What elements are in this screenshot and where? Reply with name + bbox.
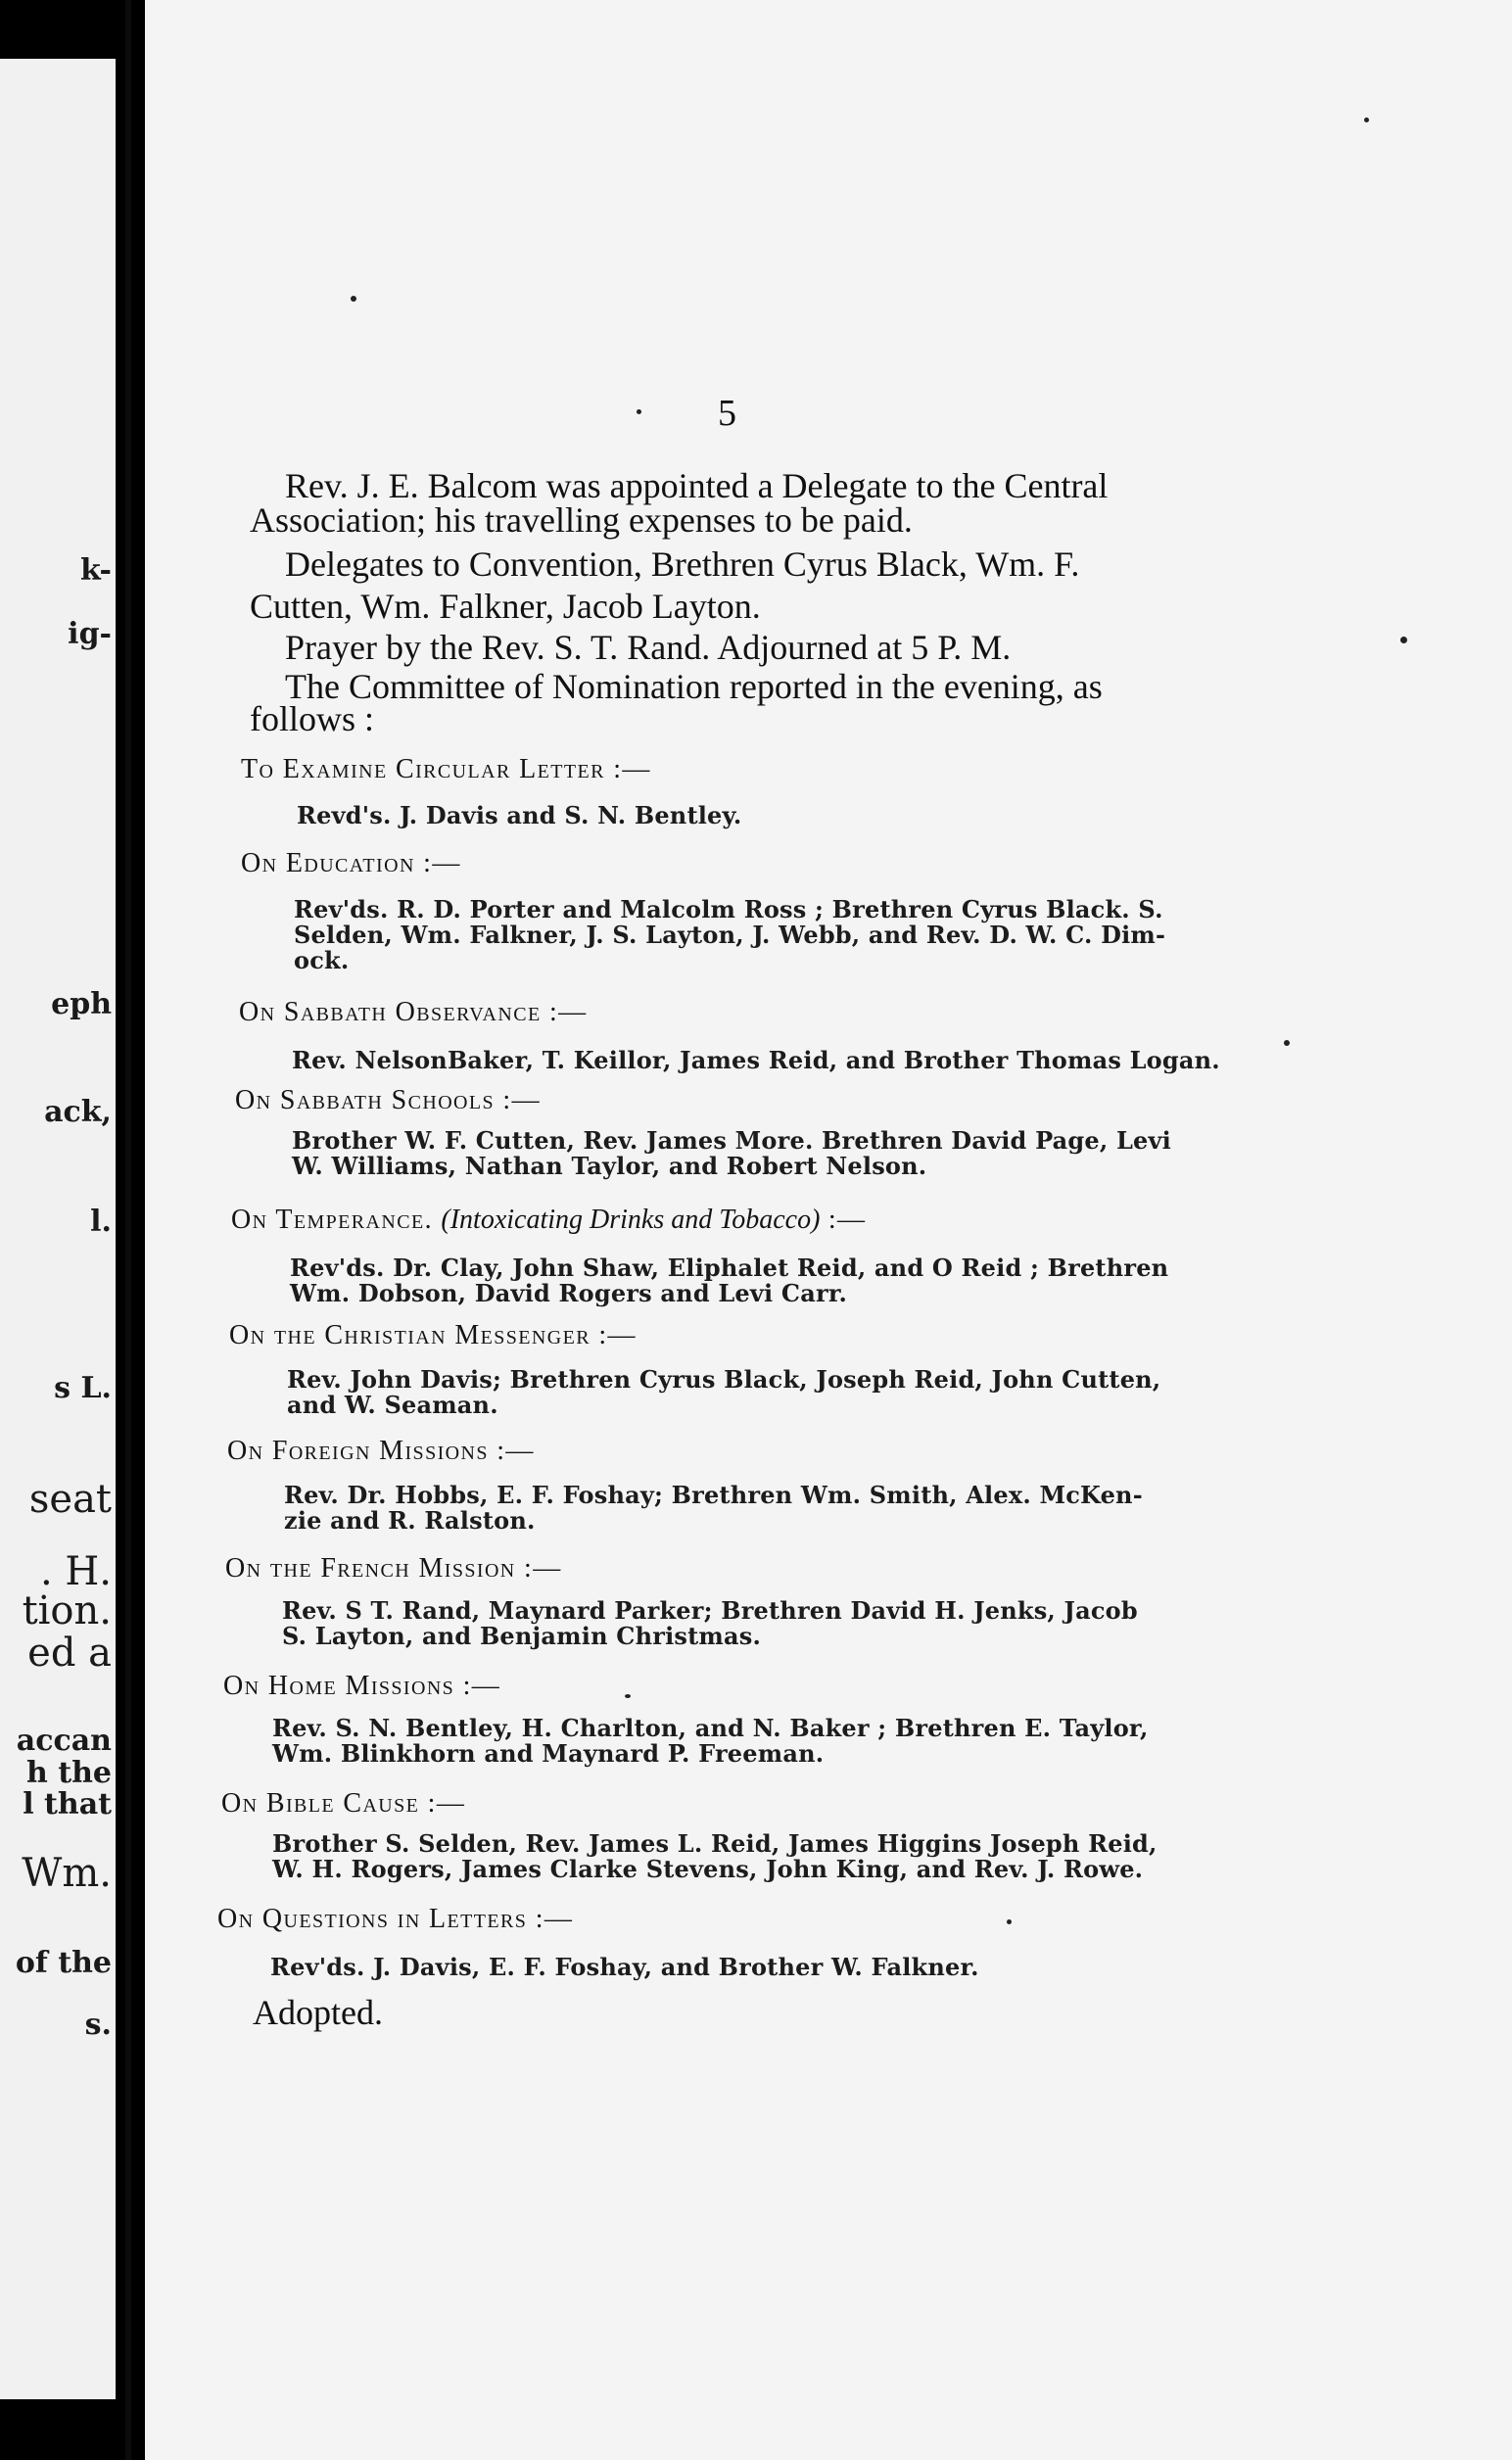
ink-speck <box>1284 1040 1290 1046</box>
committee-heading: To Examine Circular Letter :— <box>241 754 651 784</box>
committee-heading: On the Christian Messenger :— <box>229 1320 637 1350</box>
committee-heading-italic: (Intoxicating Drinks and Tobacco) <box>441 1205 821 1235</box>
committee-heading: On Questions in Letters :— <box>217 1904 574 1934</box>
paragraph-line: Cutten, Wm. Falkner, Jacob Layton. <box>250 587 761 626</box>
committee-members: Revd's. J. Davis and S. N. Bentley. <box>297 801 742 829</box>
left-fragment: k- <box>79 553 112 588</box>
committee-members: Rev. John Davis; Brethren Cyrus Black, Joseph Reid, John Cutten, <box>287 1365 1161 1394</box>
committee-members: Rev. NelsonBaker, T. Keillor, James Reid, and Brother Thomas Logan. <box>292 1046 1220 1074</box>
page-gutter <box>125 0 131 2460</box>
left-fragment: seat <box>28 1477 112 1522</box>
committee-heading-tail: :— <box>820 1205 867 1235</box>
committee-members: Brother W. F. Cutten, Rev. James More. Brethren David Page, Levi <box>292 1126 1171 1155</box>
paragraph-line: Rev. J. E. Balcom was appointed a Delegate to the Central <box>285 466 1109 505</box>
left-fragment: Wm. <box>22 1851 112 1896</box>
paragraph-line: follows : <box>250 699 375 738</box>
left-fragment: ig- <box>68 617 112 651</box>
committee-members: W. H. Rogers, James Clarke Stevens, John King, and Rev. J. Rowe. <box>272 1855 1144 1883</box>
committee-members: and W. Seaman. <box>287 1391 498 1419</box>
committee-members: ock. <box>294 946 350 974</box>
left-fragment: s. <box>84 2008 112 2042</box>
left-fragment: ed a <box>27 1631 112 1676</box>
page-number: 5 <box>718 393 736 434</box>
left-fragment: of the <box>15 1946 112 1980</box>
committee-members: W. Williams, Nathan Taylor, and Robert Nelson. <box>292 1152 927 1180</box>
committee-heading <box>231 1205 866 1236</box>
ink-speck <box>1007 1919 1012 1924</box>
committee-members: Rev. S T. Rand, Maynard Parker; Brethren David H. Jenks, Jacob <box>282 1596 1138 1625</box>
paragraph-line: Prayer by the Rev. S. T. Rand. Adjourned at 5 P. M. <box>285 628 1012 667</box>
left-fragment: accan <box>16 1724 112 1758</box>
committee-heading: On Bible Cause :— <box>221 1788 466 1819</box>
committee-heading-text: On Temperance. <box>231 1205 442 1235</box>
committee-members: Rev. S. N. Bentley, H. Charlton, and N. Baker ; Brethren E. Taylor, <box>272 1714 1149 1742</box>
paragraph-line: The Committee of Nomination reported in the evening, as <box>285 667 1103 706</box>
committee-members: S. Layton, and Benjamin Christmas. <box>282 1622 762 1650</box>
committee-heading: On Sabbath Schools :— <box>235 1085 542 1115</box>
left-fragment: l that <box>23 1787 112 1821</box>
committee-heading: On Foreign Missions :— <box>227 1436 535 1466</box>
left-page-margin <box>0 59 116 2399</box>
ink-speck <box>1400 637 1407 643</box>
committee-members: Rev'ds. Dr. Clay, John Shaw, Eliphalet Reid, and O Reid ; Brethren <box>290 1254 1169 1282</box>
committee-members: Wm. Blinkhorn and Maynard P. Freeman. <box>272 1739 825 1768</box>
ink-speck <box>1364 118 1369 122</box>
committee-members: Rev. Dr. Hobbs, E. F. Foshay; Brethren Wm. Smith, Alex. McKen- <box>284 1481 1143 1509</box>
committee-members: Rev'ds. R. D. Porter and Malcolm Ross ; Brethren Cyrus Black. S. <box>294 895 1163 923</box>
ink-speck <box>351 296 356 302</box>
committee-members: Rev'ds. J. Davis, E. F. Foshay, and Brother W. Falkner. <box>270 1953 979 1981</box>
left-fragment: ack, <box>44 1095 112 1129</box>
committee-heading: On Home Missions :— <box>223 1671 501 1701</box>
closing-line: Adopted. <box>253 1993 383 2032</box>
committee-members: Selden, Wm. Falkner, J. S. Layton, J. Webb, and Rev. D. W. C. Dim- <box>294 921 1166 949</box>
committee-members: Brother S. Selden, Rev. James L. Reid, James Higgins Joseph Reid, <box>272 1829 1158 1858</box>
document-page <box>145 0 1512 2460</box>
committee-members: Wm. Dobson, David Rogers and Levi Carr. <box>290 1279 848 1307</box>
ink-speck <box>625 1694 631 1698</box>
left-fragment: . H. <box>39 1549 112 1594</box>
ink-speck <box>637 409 641 414</box>
committee-heading: On Education :— <box>241 848 461 878</box>
left-fragment: s L. <box>54 1371 112 1405</box>
left-fragment: l. <box>90 1205 112 1239</box>
left-fragment: tion. <box>22 1588 112 1633</box>
committee-members: zie and R. Ralston. <box>284 1506 536 1535</box>
committee-heading: On the French Mission :— <box>225 1553 562 1584</box>
committee-heading: On Sabbath Observance :— <box>239 997 588 1027</box>
left-fragment: eph <box>51 987 112 1021</box>
paragraph-line: Delegates to Convention, Brethren Cyrus Black, Wm. F. <box>285 544 1080 584</box>
paragraph-line: Association; his travelling expenses to be paid. <box>250 500 913 540</box>
left-fragment: h the <box>25 1756 112 1790</box>
